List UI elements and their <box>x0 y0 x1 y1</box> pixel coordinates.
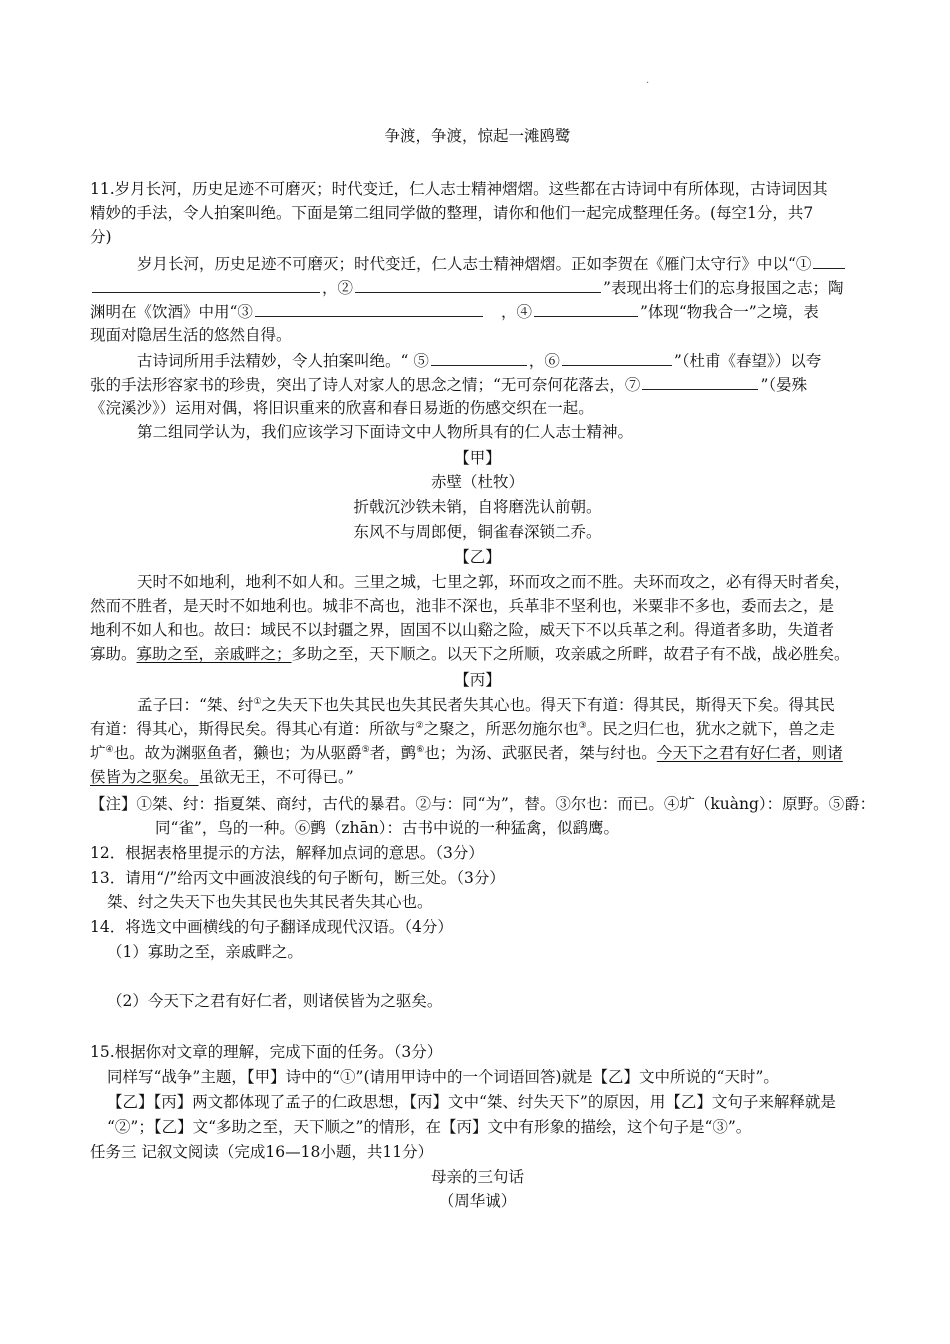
jia-title: 赤壁（杜牧） <box>430 473 524 491</box>
blank-7[interactable] <box>642 372 758 390</box>
page-dot: · <box>646 78 650 89</box>
bing-line-2 <box>90 717 865 741</box>
bing-l3-c: 者，鹯 <box>369 744 417 762</box>
bing-l2-a: 有道：得其心，斯得民矣。得其心有道：所欲与 <box>90 720 416 738</box>
note-ref-5: ⑤ <box>361 744 370 755</box>
blank-4[interactable] <box>534 299 638 317</box>
q11-para1-text-b: ，② <box>322 279 354 297</box>
q11-para1-text-a: 岁月长河，历史足迹不可磨灭；时代变迁，仁人志士精神熠熠。正如李贺在《雁门太守行》中以“① <box>137 255 812 273</box>
yi-line-4-b: 多助之至，天下顺之。以天下之所顺，攻亲戚之所畔，故君子有不战，战必胜矣。 <box>291 645 850 663</box>
q11-line-1: 11.岁月长河，历史足迹不可磨灭；时代变迁，仁人志士精神熠熠。这些都在古诗词中有所体现，古诗词因其 <box>90 180 828 198</box>
blank-6[interactable] <box>562 348 672 366</box>
q11-para2-line3: 《浣溪沙》）运用对偶，将旧识重来的欣喜和春日易逝的伤感交织在一起。 <box>90 399 594 417</box>
bing-l3-a: 圹 <box>90 744 106 762</box>
q11-para1-text-f: ”体现“物我合一”之境，表 <box>639 303 819 321</box>
yi-underlined-sentence: 寡助之至，亲戚畔之； <box>136 645 292 663</box>
q11-para2-text-d: 张的手法形容家书的珍贵，突出了诗人对家人的思念之情；“无可奈何花落去，⑦ <box>90 376 641 394</box>
note-ref-4: ④ <box>105 744 114 755</box>
yi-line-4-a: 寡助。 <box>90 645 137 663</box>
q11-para1-line3 <box>90 299 865 324</box>
jia-poem-line-1: 折戟沉沙铁未销，自将磨洗认前朝。 <box>353 498 602 516</box>
q11-para1-text-c: ”表现出将士们的忘身报国之志；陶 <box>603 279 844 297</box>
blank-1[interactable] <box>92 275 320 293</box>
q11-para1-line1 <box>137 251 865 276</box>
bing-l1-a: 孟子曰：“桀、纣 <box>137 696 254 714</box>
note-ref-2: ② <box>415 720 424 731</box>
blank-5[interactable] <box>431 348 527 366</box>
q15: 15.根据你对文章的理解，完成下面的任务。（3分） <box>90 1043 443 1061</box>
note-ref-6: ⑥ <box>416 744 425 755</box>
note-ref-1: ① <box>253 696 262 707</box>
story-author: （周华诚） <box>438 1192 517 1210</box>
yi-line-1: 天时不如地利，地利不如人和。三里之城，七里之郭，环而攻之而不胜。夫环而攻之，必有得天时者矣， <box>137 573 851 591</box>
bing-l3-d: 也；为汤、武驱民者，桀与纣也。 <box>424 744 657 762</box>
q11-para2-line2 <box>90 372 865 397</box>
q11-para1-text-d: 渊明在《饮酒》中用“③ <box>90 303 253 321</box>
blank-2[interactable] <box>355 275 601 293</box>
bing-line-1 <box>137 693 865 717</box>
q11-para2-text-e: ”（晏殊 <box>760 376 808 394</box>
bing-line-4 <box>90 765 865 789</box>
q14-item-1: （1）寡助之至，亲戚畔之。 <box>107 943 303 961</box>
bing-l2-b: 之聚之，所恶勿施尔也 <box>423 720 579 738</box>
q11-para2-text-a: 古诗词所用手法精妙，令人拍案叫绝。“ ⑤ <box>137 352 429 370</box>
blank-3[interactable] <box>255 299 483 317</box>
jia-poem-line-2: 东风不与周郎便，铜雀春深锁二乔。 <box>353 523 602 541</box>
bing-label: 【丙】 <box>454 671 501 689</box>
notes-line-2: 同“雀”，鸟的一种。⑥鹯（zhān）：古书中说的一种猛禽，似鹞鹰。 <box>155 819 619 837</box>
yi-line-3: 地利不如人和也。故曰：域民不以封疆之界，固国不以山谿之险，威天下不以兵革之利。得道者多助，失道者 <box>90 621 835 639</box>
blank-1-start[interactable] <box>813 251 845 269</box>
q11-para1-line2 <box>90 275 865 300</box>
q14-item-2: （2）今天下之君有好仁者，则诸侯皆为之驱矣。 <box>107 992 443 1010</box>
jia-label: 【甲】 <box>454 449 501 467</box>
q12: 12．根据表格里提示的方法，解释加点词的意思。（3分） <box>90 844 484 862</box>
q15-line-2: 【乙】【丙】两文都体现了孟子的仁政思想，【丙】文中“桀、纣失天下”的原因，用【乙】文句子来解释就是 <box>107 1093 836 1111</box>
q15-line-3: “②”；【乙】文“多助之至，天下顺之”的情形，在【丙】文中有形象的描绘，这个句子是“③”。 <box>107 1118 752 1136</box>
yi-label: 【乙】 <box>454 548 501 566</box>
story-title: 母亲的三句话 <box>430 1168 524 1186</box>
bing-l2-c: 。民之归仁也，犹水之就下，兽之走 <box>586 720 835 738</box>
notes-line-1: 【注】①桀、纣：指夏桀、商纣，古代的暴君。②与：同“为”，替。③尔也：而已。④圹（kuàng）：原野。⑤爵： <box>90 795 876 813</box>
bing-l4-b: 虽欲无王，不可得已。” <box>198 768 354 786</box>
poem-tail-line: 争渡，争渡，惊起一滩鸥鹭 <box>384 127 571 145</box>
q11-para2-line1 <box>137 348 865 373</box>
bing-l3-b: 也。故为渊驱鱼者，獭也；为从驱爵 <box>113 744 362 762</box>
bing-underlined-sentence-part1: 今天下之君有好仁者，则诸 <box>656 744 843 762</box>
q11-para3: 第二组同学认为，我们应该学习下面诗文中人物所具有的仁人志士精神。 <box>137 423 634 441</box>
q11-para2-text-c: ”（杜甫《春望》）以夸 <box>673 352 822 370</box>
bing-underlined-sentence-part2: 侯皆为之驱矣。 <box>90 768 199 786</box>
task3-heading: 任务三 记叙文阅读（完成16—18小题，共11分） <box>90 1143 434 1161</box>
q11-line-3: 分) <box>90 228 112 246</box>
yi-line-2: 然而不胜者，是天时不如地利也。城非不高也，池非不深也，兵革非不坚利也，米粟非不多也，委而去之，是 <box>90 597 835 615</box>
q11-para2-text-b: ，⑥ <box>528 352 560 370</box>
q11-para1-text-e: ，④ <box>500 303 532 321</box>
bing-l1-b: 之失天下也失其民也失其民者失其心也。得天下有道：得其民，斯得天下矣。得其民 <box>261 696 836 714</box>
q15-line-1: 同样写“战争”主题，【甲】诗中的“①”(请用甲诗中的一个词语回答)就是【乙】文中所说的“天时”。 <box>107 1068 779 1086</box>
q13: 13．请用“/”给丙文中画波浪线的句子断句，断三处。（3分） <box>90 869 505 887</box>
q13-sentence: 桀、纣之失天下也失其民也失其民者失其心也。 <box>107 893 433 911</box>
bing-line-3 <box>90 741 865 765</box>
q11-line-2: 精妙的手法，令人拍案叫绝。下面是第二组同学做的整理，请你和他们一起完成整理任务。(每空1分，共7 <box>90 204 814 222</box>
q14: 14．将选文中画横线的句子翻译成现代汉语。（4分） <box>90 918 453 936</box>
q11-para1-line4: 现面对隐居生活的悠然自得。 <box>90 326 292 344</box>
yi-line-4 <box>90 642 865 666</box>
note-ref-3: ③ <box>578 720 587 731</box>
